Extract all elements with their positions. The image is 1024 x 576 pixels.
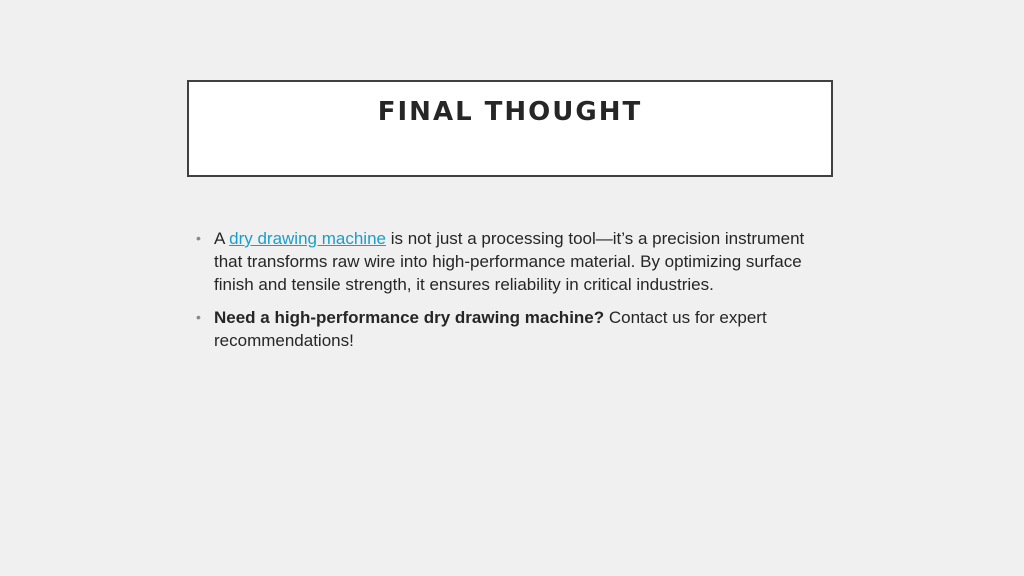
- bullet-marker: •: [196, 230, 201, 246]
- bullet-list: [196, 227, 836, 362]
- slide-title: FINAL THOUGHT: [377, 97, 643, 127]
- bullet-item-2: [196, 306, 836, 352]
- title-box: [187, 80, 833, 177]
- bullet-2-bold-text: Need a high-performance dry drawing machine?: [214, 308, 605, 327]
- bullet-item-1: [196, 227, 836, 296]
- bullet-1-text: is not just a processing tool—it’s a precision instrument that transforms raw wire into high-performance material. By optimizing surface finish and tensile strength, it ensures reliability in critical industries.: [214, 229, 805, 294]
- dry-drawing-machine-link[interactable]: dry drawing machine: [229, 229, 386, 248]
- bullet-1-prefix: A: [214, 229, 230, 248]
- bullet-2-text: Contact us for expert recommendations!: [214, 308, 767, 350]
- bullet-marker: •: [196, 309, 201, 325]
